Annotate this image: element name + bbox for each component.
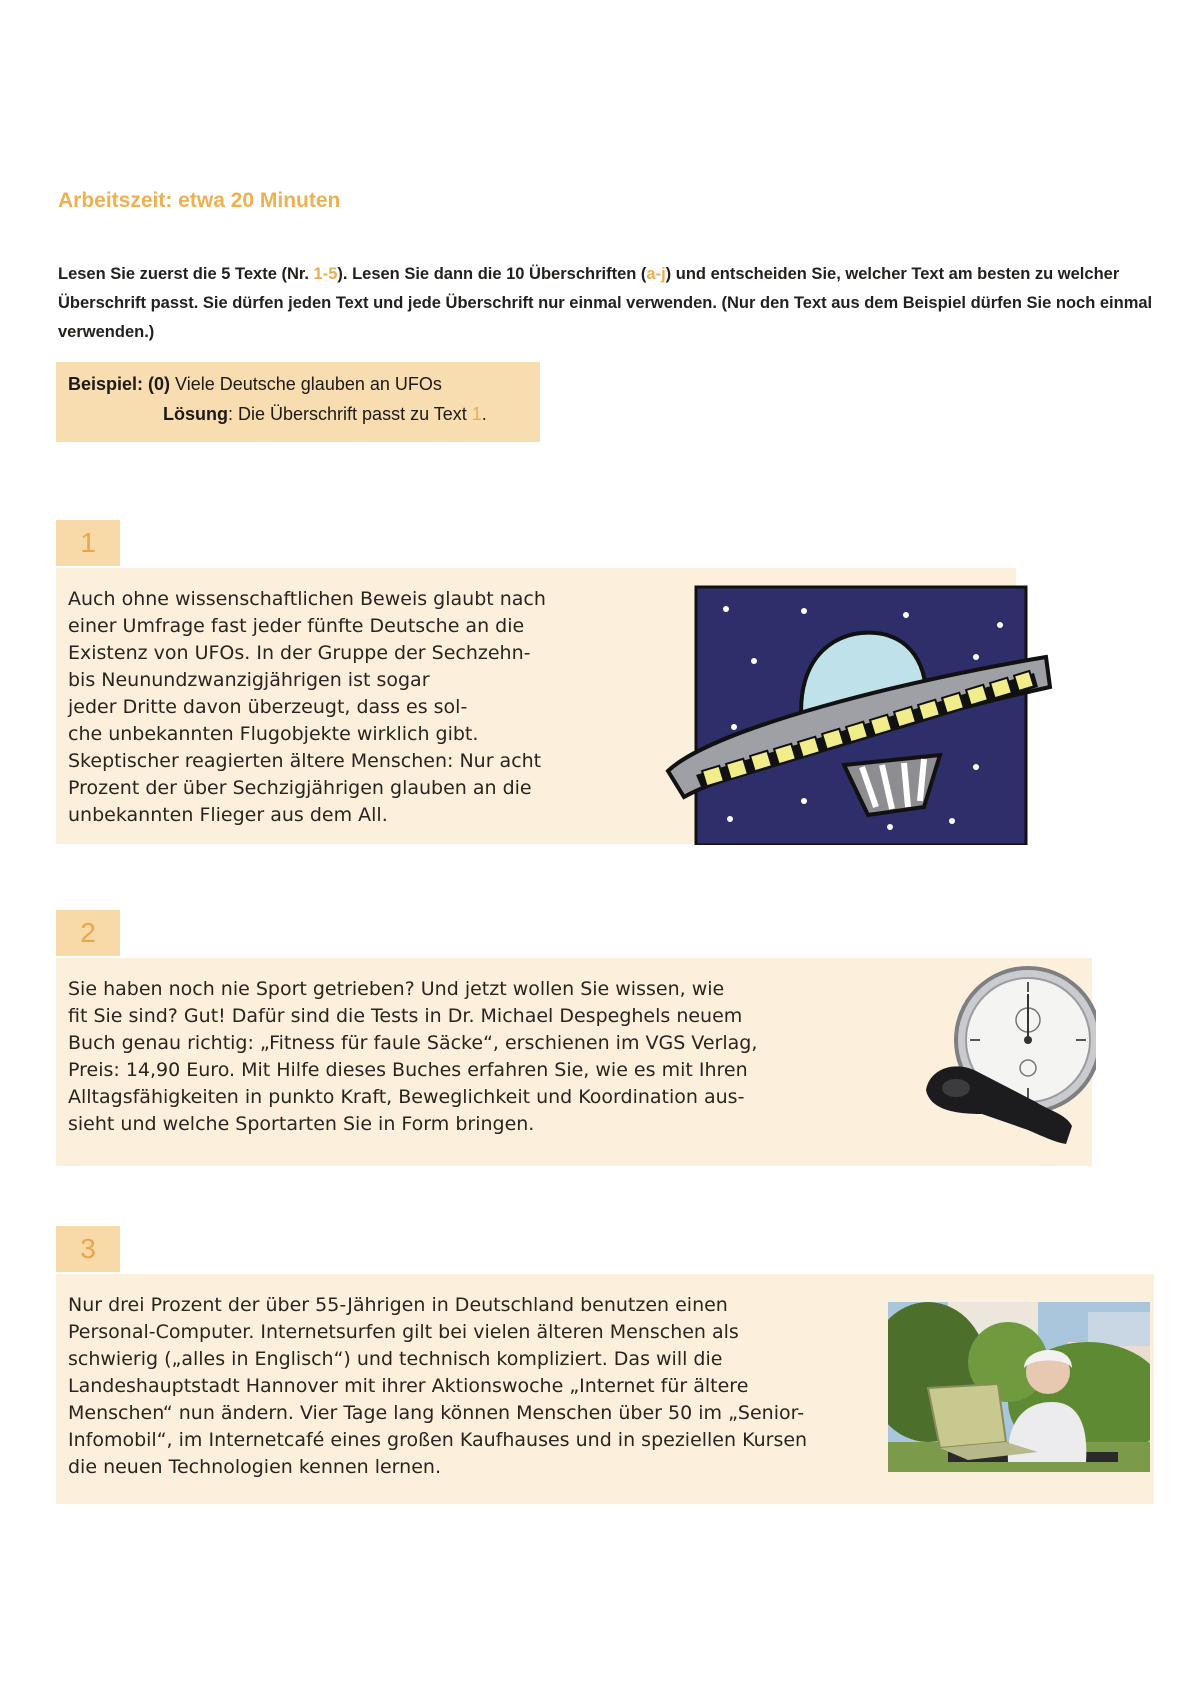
text-3-body: Nur drei Prozent der über 55-Jährigen in Deutschland benutzen einen Personal-Computer. Internetsurfen gilt bei vielen älteren Menschen als schwierig („alles in Englisch“) und technisch kompliziert. Das will die Landeshauptstadt Hannover mit ihrer Aktionswoche „Internet für ältere Menschen“ nun ändern. Vier Tage lang können Menschen über 50 im „Senior- Infomobil“, im Internetcafé eines großen Kaufhauses und in speziellen Kursen die neuen Technologien kennen lernen.	[68, 1294, 808, 1478]
heading-range: a-j	[646, 265, 666, 283]
instructions-part-2: ). Lesen Sie dann die 10 Überschriften (	[337, 265, 647, 283]
example-sentence: Viele Deutsche glauben an UFOs	[175, 374, 442, 394]
text-number-3: 3	[56, 1226, 120, 1272]
instructions-part-1: Lesen Sie zuerst die 5 Texte (Nr.	[58, 265, 314, 283]
ufo-illustration-icon	[654, 575, 1054, 845]
instructions-part-3: ) und entscheiden Sie, welcher Text am besten zu welcher Überschrift passt. Sie dürfen jeden Text und jede Überschrift nur einmal verwenden. (Nur den Text aus dem Beispiel dürfen Sie noch einmal verwenden.)	[58, 265, 1153, 341]
senior-laptop-photo-icon	[888, 1302, 1150, 1472]
example-label: Beispiel	[68, 374, 138, 394]
solution-line: Lösung: Die Überschrift passt zu Text 1.	[163, 404, 487, 424]
solution-label: Lösung	[163, 404, 228, 424]
text-box-3	[56, 1274, 1154, 1504]
solution-number: 1	[471, 404, 482, 424]
instructions	[58, 260, 1158, 347]
example-box	[56, 362, 540, 442]
work-time-heading: Arbeitszeit: etwa 20 Minuten	[58, 189, 341, 212]
text-box-2	[56, 958, 1092, 1166]
example-number: (0)	[148, 374, 171, 394]
text-1-body: Auch ohne wissenschaftlichen Beweis glaubt nach einer Umfrage fast jeder fünfte Deutsche an die Existenz von UFOs. In der Gruppe der Sechzehn- bis Neunundzwanzigjährigen ist sogar jeder Dritte davon überzeugt, dass es sol- che unbekannten Flugobjekte wirklich gibt. Skeptischer reagierten ältere Menschen: Nur acht Prozent der über Sechzigjährigen glauben an die unbekannten Flieger aus dem All.	[68, 588, 546, 826]
text-2-body: Sie haben noch nie Sport getrieben? Und jetzt wollen Sie wissen, wie fit Sie sind? Gut! Dafür sind die Tests in Dr. Michael Despeghels neuem Buch genau richtig: „Fitness für faule Säcke“, erschienen im VGS Verlag, Preis: 14,90 Euro. Mit Hilfe dieses Buches erfahren Sie, wie es mit Ihren Alltagsfähigkeiten in punkto Kraft, Beweglichkeit und Koordination aus- sieht und welche Sportarten Sie in Form bringen.	[68, 978, 758, 1135]
text-box-1	[56, 568, 1016, 844]
text-number-1: 1	[56, 520, 120, 566]
example-line: Beispiel: (0) Viele Deutsche glauben an UFOs	[68, 374, 442, 394]
text-range: 1-5	[313, 265, 338, 283]
text-number-2: 2	[56, 910, 120, 956]
stopwatch-whistle-icon	[916, 964, 1096, 1164]
solution-text: Die Überschrift passt zu Text	[238, 404, 472, 424]
